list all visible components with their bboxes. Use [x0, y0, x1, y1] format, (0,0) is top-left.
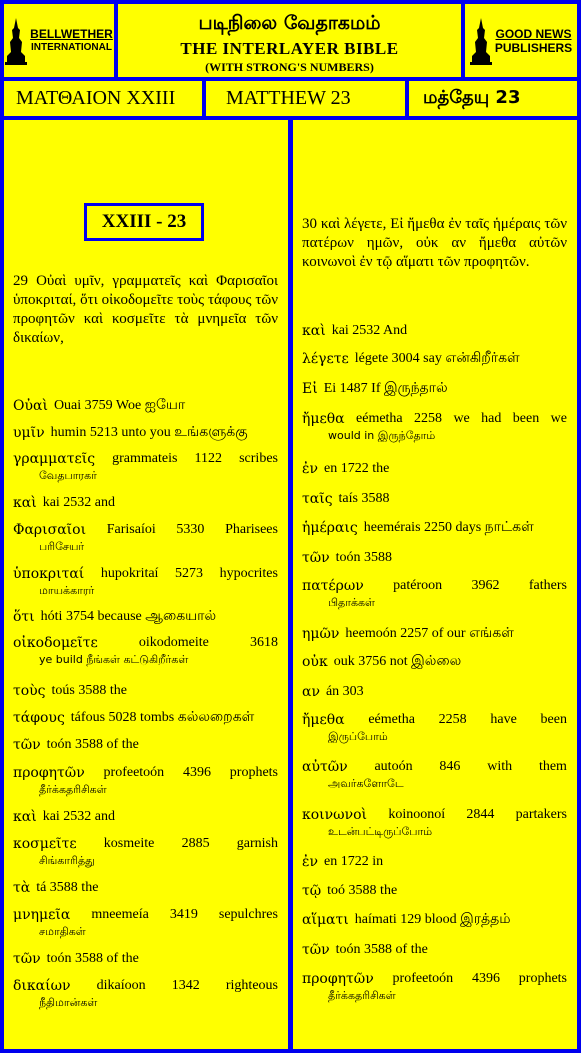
gloss-part: mneemeía: [91, 907, 149, 922]
left-entry: [13, 634, 278, 667]
greek-word: ἡμέραις: [302, 520, 358, 536]
greek-word: οἰκοδομεῖτε: [13, 635, 98, 651]
greek-word: ἐν: [302, 854, 319, 870]
gloss-part: scribes: [239, 451, 278, 466]
left-entry: [13, 565, 278, 598]
gloss-part: prophets: [518, 971, 567, 986]
tamil-gloss: பிதாக்கள்: [328, 596, 375, 609]
gloss: toó 3588 the: [327, 883, 398, 898]
right-entry: [302, 882, 567, 900]
left-entries: [13, 0, 278, 1053]
greek-word: πατέρων: [302, 578, 364, 594]
greek-word: προφητῶν: [302, 971, 374, 987]
gloss-part: we: [550, 411, 567, 426]
gloss-part: 2844: [466, 807, 495, 822]
left-entry: [13, 977, 278, 1010]
greek-word: κοσμεῖτε: [13, 836, 77, 852]
gloss-part: sepulchres: [218, 907, 278, 922]
left-entry: [13, 808, 278, 826]
chapter-label: XXIII - 23: [84, 203, 204, 241]
left-entry: [13, 397, 278, 415]
gloss-part: autoón: [374, 759, 413, 774]
gloss: ouk 3756 not இல்லை: [333, 654, 462, 669]
gloss: kai 2532 And: [331, 323, 408, 338]
right-entry: [302, 653, 567, 671]
gloss-part: partakers: [515, 807, 567, 822]
gloss: en 1722 in: [324, 854, 384, 869]
right-entry: [302, 490, 567, 508]
gloss: tá 3588 the: [36, 880, 99, 895]
gloss: taís 3588: [338, 491, 390, 506]
greek-word: τῶν: [302, 550, 330, 566]
gloss-part: dikaíoon: [96, 978, 146, 993]
title-greek: ΜΑΤΘΑΙΟΝ XXIII: [16, 87, 176, 109]
gloss: haímati 129 blood இரத்தம்: [354, 912, 511, 927]
gloss-part: profeetoón: [103, 765, 165, 780]
gloss-part: been: [540, 712, 567, 727]
tamil-gloss: தீர்க்கதரிசிகள்: [328, 989, 396, 1002]
greek-word: ἐν: [302, 461, 319, 477]
greek-word: δικαίων: [13, 978, 71, 994]
gloss-part: Pharisees: [225, 522, 278, 537]
left-entry: [13, 879, 278, 897]
gloss: toón 3588: [335, 550, 393, 565]
greek-word: αὐτῶν: [302, 759, 348, 775]
greek-word: τῶν: [13, 951, 41, 967]
tamil-gloss: சமாதிகள்: [39, 925, 86, 938]
tamil-gloss: உடன்பட்டிருப்போம்: [328, 825, 433, 838]
gloss-part: 4396: [182, 765, 211, 780]
left-entry: [13, 709, 278, 727]
gloss-part: oikodomeite: [138, 635, 209, 650]
gloss-part: had: [481, 411, 502, 426]
tamil-gloss: வேதபாரகர்: [39, 469, 97, 482]
right-logo-text: GOOD NEWS PUBLISHERS: [494, 26, 573, 55]
gloss-part: fathers: [528, 578, 567, 593]
gloss-part: hypocrites: [219, 566, 278, 581]
gloss: toón 3588 of the: [46, 737, 139, 752]
left-entry: [13, 950, 278, 968]
gloss-part: koinoonoí: [388, 807, 446, 822]
gloss-part: garnish: [236, 836, 278, 851]
gloss-part: 2258: [438, 712, 467, 727]
gloss-part: 846: [439, 759, 461, 774]
right-entry: [302, 519, 567, 537]
gloss-part: 2885: [181, 836, 210, 851]
gloss: toús 3588 the: [51, 683, 127, 698]
greek-word: Φαρισαῖοι: [13, 522, 87, 538]
greek-word: ὑποκριταί: [13, 566, 85, 582]
tamil-gloss: மாயக்காரர்: [39, 584, 95, 597]
gloss-part: been: [512, 411, 540, 426]
gloss: Ei 1487 If இருந்தால்: [323, 381, 448, 396]
gloss: kai 2532 and: [42, 809, 116, 824]
right-entry: [302, 941, 567, 959]
right-entry: [302, 683, 567, 701]
gloss-part: 5273: [175, 566, 204, 581]
greek-word: οὐκ: [302, 654, 328, 670]
right-entry: [302, 322, 567, 340]
gloss-part: Farisaíoi: [106, 522, 156, 537]
greek-word: ἤμεθα: [302, 712, 345, 728]
greek-word: Οὐαὶ: [13, 398, 48, 414]
left-entry: [13, 608, 278, 626]
gloss-part: 1122: [194, 451, 223, 466]
gloss-part: righteous: [225, 978, 278, 993]
right-entry: [302, 625, 567, 643]
gloss-part: 1342: [171, 978, 200, 993]
greek-word: τῶν: [13, 737, 41, 753]
gloss-part: with: [487, 759, 513, 774]
greek-word: τοὺς: [13, 683, 46, 699]
gloss: en 1722 the: [324, 461, 390, 476]
gloss: légete 3004 say என்கிறீர்கள்: [354, 351, 520, 366]
greek-word: καὶ: [302, 323, 326, 339]
title-english: THE INTERLAYER BIBLE: [180, 39, 399, 58]
greek-word: υμῖν: [13, 425, 45, 441]
gloss-part: eémetha: [356, 411, 403, 426]
gloss-part: them: [538, 759, 567, 774]
gloss-part: 2258: [414, 411, 443, 426]
greek-word: τῶν: [302, 942, 330, 958]
gloss-part: 3962: [471, 578, 500, 593]
left-entry: [13, 682, 278, 700]
right-entry: [302, 350, 567, 368]
greek-word: τάφους: [13, 710, 65, 726]
right-entry: [302, 970, 567, 1003]
greek-word: Εἰ: [302, 381, 318, 397]
title-tamil-book: மத்தேயு 23: [423, 87, 521, 108]
gloss-part: 3618: [249, 635, 278, 650]
title-tamil: படிநிலை வேதாகமம்: [198, 12, 381, 34]
gloss-part: kosmeite: [103, 836, 155, 851]
greek-word: αν: [302, 684, 320, 700]
right-entry: [302, 410, 567, 443]
title-subtitle: (WITH STRONG'S NUMBERS): [205, 60, 374, 74]
gloss-part: 5330: [176, 522, 205, 537]
greek-word: κοινωνοὶ: [302, 807, 368, 823]
tamil-gloss: தீர்க்கதரிசிகள்: [39, 783, 107, 796]
left-entry: [13, 521, 278, 554]
greek-word: ἤμεθα: [302, 411, 345, 427]
right-entry: [302, 380, 567, 398]
gloss: toón 3588 of the: [46, 951, 139, 966]
title-english-book: MATTHEW 23: [226, 87, 351, 109]
gloss-part: prophets: [229, 765, 278, 780]
left-logo-text: BELLWETHER INTERNATIONAL: [30, 26, 113, 53]
left-entry: [13, 736, 278, 754]
right-entry: [302, 911, 567, 929]
gloss-part: grammateis: [112, 451, 178, 466]
greek-word: τῷ: [302, 883, 322, 899]
right-entry: [302, 806, 567, 839]
gloss: humin 5213 unto you உங்களுக்கு: [50, 425, 248, 440]
gloss-part: patéroon: [393, 578, 443, 593]
gloss-part: profeetoón: [392, 971, 454, 986]
greek-word: ὅτι: [13, 609, 35, 625]
left-entry: [13, 906, 278, 939]
left-entry: [13, 450, 278, 483]
gloss-part: hupokritaí: [100, 566, 159, 581]
greek-word: ημῶν: [302, 626, 340, 642]
gloss: Ouai 3759 Woe ஐயோ: [53, 398, 186, 413]
tamil-gloss: இருப்போம்: [328, 730, 388, 743]
gloss: hóti 3754 because ஆகையால்: [40, 609, 217, 624]
gloss: kai 2532 and: [42, 495, 116, 510]
greek-word: λέγετε: [302, 351, 349, 367]
tamil-gloss: சிங்காரித்து: [39, 854, 95, 867]
gloss-part: have: [490, 712, 517, 727]
greek-word: καὶ: [13, 809, 37, 825]
right-entry: [302, 460, 567, 478]
greek-word: αἵματι: [302, 912, 349, 928]
left-entry: [13, 424, 278, 442]
right-entry: [302, 758, 567, 791]
gloss: heemérais 2250 days நாட்கள்: [363, 520, 534, 535]
greek-word: τὰ: [13, 880, 31, 896]
right-verse-text: 30 καὶ λέγετε, Εἰ ἤμεθα ἐν ταῖς ἡμέραις τῶν πατέρων ημῶν, οὐκ αν ἤμεθα αὐτῶν κοινωνοὶ ἐν τῷ αἵματι τῶν προφητῶν.: [302, 216, 567, 270]
gloss-part: 4396: [471, 971, 500, 986]
greek-word: προφητῶν: [13, 765, 85, 781]
tamil-gloss: பரிசேயர்: [39, 540, 85, 553]
right-entry: [302, 853, 567, 871]
gloss: táfous 5028 tombs கல்லறைகள்: [70, 710, 255, 725]
right-entries: [302, 0, 567, 1053]
gloss: án 303: [325, 684, 364, 699]
right-entry: [302, 711, 567, 744]
left-entry: [13, 835, 278, 868]
gloss: heemoón 2257 of our எங்கள்: [345, 626, 514, 641]
tamil-gloss: would in இருந்தோம்: [328, 429, 436, 442]
left-entry: [13, 494, 278, 512]
tamil-gloss: அவர்களோடே: [328, 777, 404, 790]
greek-word: καὶ: [13, 495, 37, 511]
tamil-gloss: ye build நீங்கள் கட்டுகிறீர்கள்: [39, 653, 189, 666]
right-entry: [302, 549, 567, 567]
gloss-part: 3419: [169, 907, 198, 922]
greek-word: γραμματεῖς: [13, 451, 96, 467]
greek-word: μνημεῖα: [13, 907, 71, 923]
left-verse-text: 29 Οὐαὶ υμῖν, γραμματεῖς καὶ Φαρισαῖοι ὑποκριταί, ὅτι οἰκοδομεῖτε τοὺς τάφους τῶν προφητῶν καὶ κοσμεῖτε τὰ μνημεῖα τῶν δικαίων,: [13, 273, 278, 346]
gloss-part: eémetha: [368, 712, 415, 727]
greek-word: ταῖς: [302, 491, 333, 507]
right-entry: [302, 577, 567, 610]
gloss: toón 3588 of the: [335, 942, 428, 957]
tamil-gloss: நீதிமான்கள்: [39, 996, 98, 1009]
gloss-part: we: [453, 411, 470, 426]
left-entry: [13, 764, 278, 797]
